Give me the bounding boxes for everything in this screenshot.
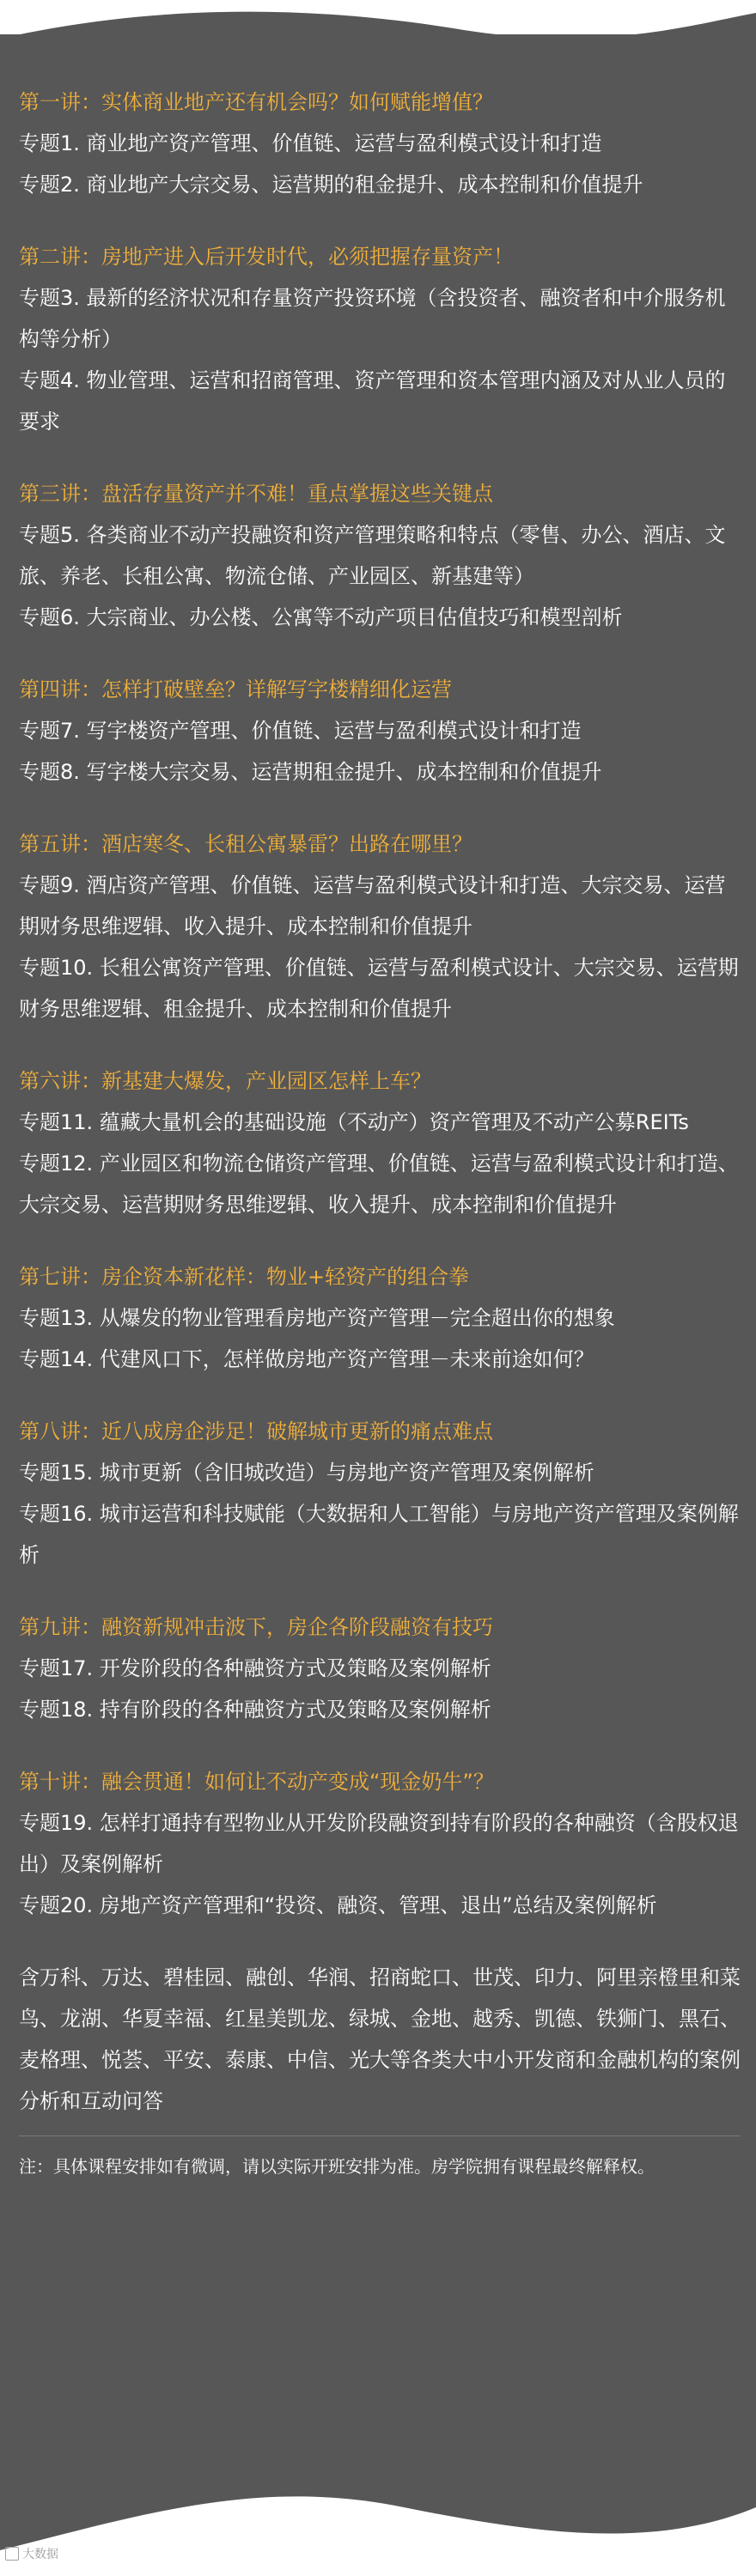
topic-item: 专题5. 各类商业不动产投融资和资产管理策略和特点（零售、办公、酒店、文旅、养老、长租公寓、物流仓储、产业园区、新基建等） bbox=[19, 523, 726, 588]
topic-item: 专题15. 城市更新（含旧城改造）与房地产资产管理及案例解析 bbox=[19, 1461, 594, 1485]
case-summary: 含万科、万达、碧桂园、融创、华润、招商蛇口、世茂、印力、阿里亲橙里和菜鸟、龙湖、华夏幸福、红星美凯龙、绿城、金地、越秀、凯德、铁狮门、黑石、麦格理、悦荟、平安、泰康、中信、光大等各类大中小开发商和金融机构的案例分析和互动问答 bbox=[19, 1965, 741, 2113]
course-outline bbox=[19, 82, 741, 2181]
topic-item: 专题3. 最新的经济状况和存量资产投资环境（含投资者、融资者和中介服务机构等分析） bbox=[19, 286, 726, 351]
topic-item: 专题9. 酒店资产管理、价值链、运营与盈利模式设计和打造、大宗交易、运营期财务思维逻辑、收入提升、成本控制和价值提升 bbox=[19, 873, 726, 939]
topic-item: 专题11. 蕴藏大量机会的基础设施（不动产）资产管理及不动产公募REITs bbox=[19, 1110, 689, 1134]
lecture-block bbox=[19, 236, 741, 442]
lecture-block bbox=[19, 1060, 741, 1225]
lecture-title: 第三讲：盘活存量资产并不难！重点掌握这些关键点 bbox=[19, 482, 493, 506]
lecture-title: 第一讲：实体商业地产还有机会吗？如何赋能增值？ bbox=[19, 90, 493, 114]
topic-item: 专题10. 长租公寓资产管理、价值链、运营与盈利模式设计、大宗交易、运营期财务思维逻辑、租金提升、成本控制和价值提升 bbox=[19, 956, 739, 1021]
topic-item: 专题2. 商业地产大宗交易、运营期的租金提升、成本控制和价值提升 bbox=[19, 173, 643, 197]
lecture-title: 第九讲：融资新规冲击波下，房企各阶段融资有技巧 bbox=[19, 1615, 493, 1639]
topic-item: 专题16. 城市运营和科技赋能（大数据和人工智能）与房地产资产管理及案例解析 bbox=[19, 1502, 739, 1567]
topic-item: 专题13. 从爆发的物业管理看房地产资产管理－完全超出你的想象 bbox=[19, 1306, 615, 1330]
lecture-title: 第八讲：近八成房企涉足！破解城市更新的痛点难点 bbox=[19, 1419, 493, 1443]
watermark bbox=[5, 2545, 58, 2562]
lecture-title: 第二讲：房地产进入后开发时代，必须把握存量资产！ bbox=[19, 245, 514, 269]
bottom-wave-decoration bbox=[0, 2439, 756, 2576]
topic-item: 专题12. 产业园区和物流仓储资产管理、价值链、运营与盈利模式设计和打造、大宗交易、运营期财务思维逻辑、收入提升、成本控制和价值提升 bbox=[19, 1151, 739, 1217]
topic-item: 专题17. 开发阶段的各种融资方式及策略及案例解析 bbox=[19, 1656, 491, 1680]
topic-item: 专题6. 大宗商业、办公楼、公寓等不动产项目估值技巧和模型剖析 bbox=[19, 605, 623, 629]
lecture-list bbox=[19, 82, 741, 1926]
lecture-block bbox=[19, 82, 741, 205]
topic-item: 专题18. 持有阶段的各种融资方式及策略及案例解析 bbox=[19, 1698, 491, 1722]
topic-item: 专题7. 写字楼资产管理、价值链、运营与盈利模式设计和打造 bbox=[19, 719, 582, 743]
lecture-block bbox=[19, 1607, 741, 1730]
lecture-title: 第十讲：融会贯通！如何让不动产变成“现金奶牛”？ bbox=[19, 1770, 494, 1794]
watermark-text: 大数据 bbox=[22, 2548, 58, 2561]
lecture-title: 第六讲：新基建大爆发，产业园区怎样上车？ bbox=[19, 1069, 431, 1093]
topic-item: 专题1. 商业地产资产管理、价值链、运营与盈利模式设计和打造 bbox=[19, 131, 602, 155]
topic-item: 专题4. 物业管理、运营和招商管理、资产管理和资本管理内涵及对从业人员的要求 bbox=[19, 368, 726, 434]
lecture-block bbox=[19, 1761, 741, 1926]
lecture-title: 第四讲：怎样打破壁垒？详解写字楼精细化运营 bbox=[19, 677, 452, 702]
footnote: 注：具体课程安排如有微调，请以实际开班安排为准。房学院拥有课程最终解释权。 bbox=[19, 2156, 655, 2177]
lecture-block bbox=[19, 823, 741, 1030]
watermark-logo-icon bbox=[5, 2547, 19, 2561]
topic-item: 专题19. 怎样打通持有型物业从开发阶段融资到持有阶段的各种融资（含股权退出）及案例解析 bbox=[19, 1811, 739, 1876]
lecture-title: 第五讲：酒店寒冬、长租公寓暴雷？出路在哪里？ bbox=[19, 832, 472, 856]
topic-item: 专题20. 房地产资产管理和“投资、融资、管理、退出”总结及案例解析 bbox=[19, 1893, 657, 1917]
lecture-title: 第七讲：房企资本新花样：物业+轻资产的组合拳 bbox=[19, 1265, 470, 1289]
lecture-block bbox=[19, 1256, 741, 1380]
lecture-block bbox=[19, 669, 741, 793]
topic-item: 专题8. 写字楼大宗交易、运营期租金提升、成本控制和价值提升 bbox=[19, 760, 602, 784]
lecture-block bbox=[19, 473, 741, 638]
lecture-block bbox=[19, 1411, 741, 1576]
topic-item: 专题14. 代建风口下，怎样做房地产资产管理－未来前途如何？ bbox=[19, 1347, 594, 1371]
